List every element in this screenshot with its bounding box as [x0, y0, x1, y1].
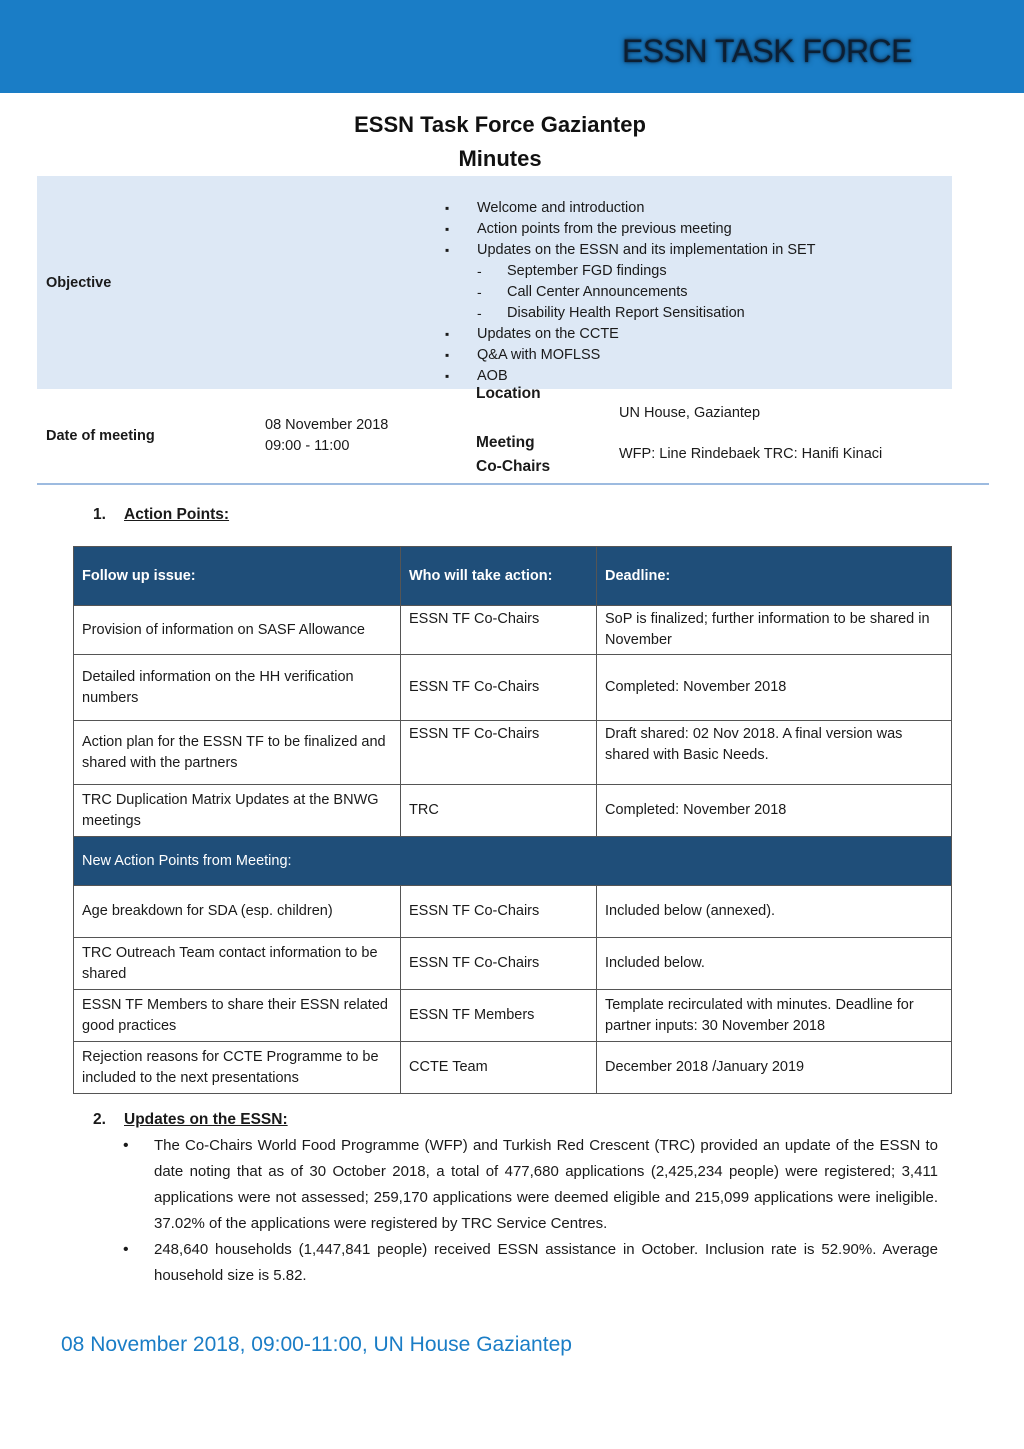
date-label: Date of meeting	[37, 389, 256, 484]
cell-who: CCTE Team	[401, 1042, 597, 1094]
section-1-title: Action Points:	[124, 506, 230, 523]
header-who: Who will take action:	[401, 547, 597, 606]
cochairs-label-2: Co-Chairs	[476, 458, 551, 475]
essn-updates-list	[120, 1133, 938, 1289]
cell-issue: TRC Duplication Matrix Updates at the BNWG meetings	[74, 785, 401, 837]
cell-deadline: SoP is finalized; further information to be shared in November	[597, 606, 952, 655]
cell-who: TRC	[401, 785, 597, 837]
cell-who: ESSN TF Co-Chairs	[401, 721, 597, 785]
objective-item: ▪ Updates on the ESSN and its implementation in SET	[439, 240, 952, 261]
table-row	[74, 886, 952, 938]
table-row	[74, 990, 952, 1042]
table-row	[74, 938, 952, 990]
action-points-header-row	[74, 547, 952, 606]
cell-deadline: Completed: November 2018	[597, 655, 952, 721]
header-banner	[0, 0, 1024, 93]
section-1-number: 1.	[93, 506, 106, 523]
cell-issue: Provision of information on SASF Allowance	[74, 606, 401, 655]
cell-issue: Action plan for the ESSN TF to be finalized and shared with the partners	[74, 721, 401, 785]
cochairs-label-1: Meeting	[476, 434, 535, 451]
action-points-table	[73, 546, 952, 1094]
cell-who: ESSN TF Co-Chairs	[401, 606, 597, 655]
cell-deadline: Completed: November 2018	[597, 785, 952, 837]
location-label: Location	[476, 385, 541, 402]
list-item: • 248,640 households (1,447,841 people) received ESSN assistance in October. Inclusion rate is 52.90%. Average household size is 5.82.	[120, 1237, 938, 1289]
objective-item: ▪ AOB	[439, 366, 952, 387]
objective-item: ▪ Q&A with MOFLSS	[439, 345, 952, 366]
cell-issue: Rejection reasons for CCTE Programme to be included to the next presentations	[74, 1042, 401, 1094]
cell-issue: TRC Outreach Team contact information to be shared	[74, 938, 401, 990]
cell-who: ESSN TF Co-Chairs	[401, 655, 597, 721]
objective-label: Objective	[37, 176, 256, 389]
footer-text: 08 November 2018, 09:00-11:00, UN House Gaziantep	[61, 1333, 572, 1356]
new-action-points-heading: New Action Points from Meeting:	[74, 837, 952, 886]
header-follow-up: Follow up issue:	[74, 547, 401, 606]
objective-item: - September FGD findings	[439, 261, 952, 282]
action-points-body	[74, 606, 952, 1094]
section-2-heading	[93, 1111, 288, 1129]
meeting-info-table	[37, 176, 989, 485]
objective-item: ▪ Welcome and introduction	[439, 198, 952, 219]
section-2-title: Updates on the ESSN:	[124, 1111, 288, 1128]
objective-item: - Disability Health Report Sensitisation	[439, 303, 952, 324]
cell-issue: ESSN TF Members to share their ESSN related good practices	[74, 990, 401, 1042]
objective-list	[439, 198, 952, 387]
document-title: ESSN Task Force Gaziantep	[354, 112, 646, 137]
location-value: UN House, Gaziantep	[619, 405, 761, 421]
new-action-points-heading-row	[74, 837, 952, 886]
table-row	[74, 1042, 952, 1094]
cell-deadline: Included below (annexed).	[597, 886, 952, 938]
objective-item: ▪ Updates on the CCTE	[439, 324, 952, 345]
table-row	[74, 655, 952, 721]
cell-deadline: Template recirculated with minutes. Deadline for partner inputs: 30 November 2018	[597, 990, 952, 1042]
section-2-number: 2.	[93, 1111, 106, 1128]
objective-item: ▪ Action points from the previous meeting	[439, 219, 952, 240]
cell-who: ESSN TF Co-Chairs	[401, 886, 597, 938]
cell-deadline: Draft shared: 02 Nov 2018. A final version was shared with Basic Needs.	[597, 721, 952, 785]
table-row	[74, 785, 952, 837]
objective-row	[37, 176, 989, 389]
date-row	[37, 389, 989, 484]
table-row	[74, 606, 952, 655]
objective-item: - Call Center Announcements	[439, 282, 952, 303]
date-value: 08 November 2018	[265, 417, 389, 433]
cell-deadline: December 2018 /January 2019	[597, 1042, 952, 1094]
cell-issue: Detailed information on the HH verification numbers	[74, 655, 401, 721]
cell-who: ESSN TF Members	[401, 990, 597, 1042]
cell-deadline: Included below.	[597, 938, 952, 990]
cochairs-value: WFP: Line Rindebaek TRC: Hanifi Kinaci	[619, 446, 883, 462]
cell-who: ESSN TF Co-Chairs	[401, 938, 597, 990]
header-deadline: Deadline:	[597, 547, 952, 606]
document-subtitle: Minutes	[458, 146, 542, 171]
table-row	[74, 721, 952, 785]
section-1-heading	[93, 506, 229, 524]
time-value: 09:00 - 11:00	[265, 438, 350, 454]
banner-title: ESSN TASK FORCE	[621, 33, 912, 69]
list-item: • The Co-Chairs World Food Programme (WFP) and Turkish Red Crescent (TRC) provided an update of the ESSN to date noting that as of 30 October 2018, a total of 477,680 applications (2,425,234 people) were registered; 3,411 applications were not assessed; 259,170 applications were deemed eligible and 215,099 applications were ineligible. 37.02% of the applications were registered by TRC Service Centres.	[120, 1133, 938, 1237]
cell-issue: Age breakdown for SDA (esp. children)	[74, 886, 401, 938]
